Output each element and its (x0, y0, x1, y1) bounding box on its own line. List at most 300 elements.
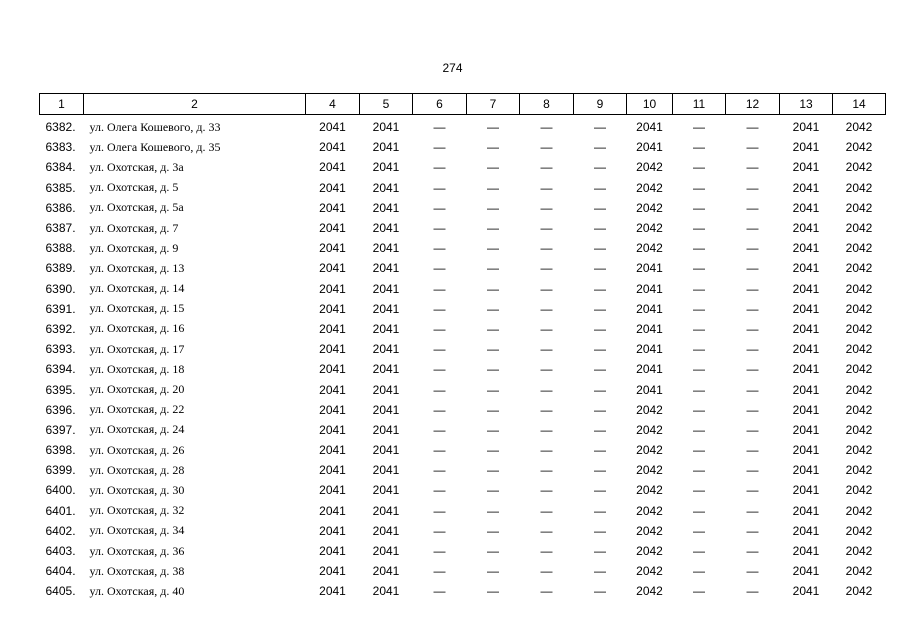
year-cell: 2041 (372, 544, 400, 559)
table-row (40, 238, 886, 258)
year-cell: — (487, 564, 499, 579)
year-cell: — (487, 523, 499, 538)
address-cell: ул. Охотская, д. 18 (89, 361, 185, 376)
year-cell: 2042 (845, 523, 873, 538)
year-cell: — (746, 503, 759, 518)
year-cell: — (433, 362, 446, 377)
year-cell: — (540, 544, 553, 559)
year-cell: 2041 (792, 362, 820, 377)
year-cell: — (540, 342, 553, 357)
column-header: 12 (726, 94, 780, 115)
address-cell: ул. Олега Кошевого, д. 35 (89, 139, 221, 154)
year-cell: — (594, 261, 606, 276)
year-cell: — (540, 564, 553, 579)
year-cell: 2041 (372, 200, 400, 215)
year-cell: — (433, 422, 446, 437)
year-cell: — (540, 200, 553, 215)
year-cell: 2042 (636, 483, 663, 498)
year-cell: 2041 (372, 120, 400, 135)
row-number: 6386. (45, 200, 76, 215)
year-cell: — (487, 422, 499, 437)
year-cell: 2041 (372, 443, 400, 458)
year-cell: — (433, 241, 446, 256)
year-cell: 2042 (845, 362, 873, 377)
year-cell: 2042 (845, 382, 873, 397)
year-cell: — (746, 523, 759, 538)
year-cell: — (540, 180, 553, 195)
year-cell: 2041 (792, 301, 820, 316)
row-number: 6387. (45, 221, 76, 236)
year-cell: — (594, 301, 606, 316)
column-header: 11 (673, 94, 726, 115)
year-cell: — (594, 321, 606, 336)
year-cell: — (693, 544, 705, 559)
address-cell: ул. Охотская, д. 7 (89, 220, 179, 235)
year-cell: — (540, 301, 553, 316)
address-cell: ул. Охотская, д. 14 (89, 281, 185, 296)
year-cell: 2041 (792, 422, 820, 437)
year-cell: 2042 (845, 544, 873, 559)
year-cell: — (540, 422, 553, 437)
year-cell: — (594, 564, 606, 579)
year-cell: 2041 (792, 463, 820, 478)
year-cell: — (594, 140, 606, 155)
year-cell: 2041 (792, 483, 820, 498)
year-cell: — (540, 382, 553, 397)
year-cell: 2041 (319, 544, 346, 559)
column-header: 10 (627, 94, 673, 115)
address-table (39, 93, 886, 602)
row-number: 6401. (45, 503, 76, 518)
year-cell: — (746, 180, 759, 195)
year-cell: — (594, 180, 606, 195)
address-cell: ул. Охотская, д. 5а (89, 200, 184, 215)
year-cell: 2041 (792, 564, 820, 579)
year-cell: — (433, 544, 446, 559)
year-cell: 2041 (792, 221, 820, 236)
year-cell: 2041 (319, 584, 346, 599)
year-cell: 2042 (845, 584, 873, 599)
column-header: 5 (360, 94, 413, 115)
year-cell: 2041 (319, 503, 346, 518)
year-cell: 2041 (792, 544, 820, 559)
table-row (40, 359, 886, 379)
year-cell: — (433, 221, 446, 236)
year-cell: 2042 (845, 422, 873, 437)
year-cell: — (540, 483, 553, 498)
address-cell: ул. Охотская, д. 30 (89, 482, 185, 497)
year-cell: 2041 (792, 321, 820, 336)
year-cell: 2041 (372, 584, 400, 599)
year-cell: 2041 (319, 180, 346, 195)
year-cell: 2041 (319, 261, 346, 276)
year-cell: — (594, 221, 606, 236)
table-body (40, 115, 886, 602)
row-number: 6382. (45, 120, 76, 135)
year-cell: 2041 (372, 564, 400, 579)
address-cell: ул. Охотская, д. 36 (89, 543, 185, 558)
year-cell: 2041 (636, 120, 663, 135)
year-cell: — (433, 120, 446, 135)
year-cell: 2042 (845, 160, 873, 175)
table-row (40, 157, 886, 177)
table-row (40, 561, 886, 581)
year-cell: — (540, 443, 553, 458)
year-cell: — (693, 140, 705, 155)
year-cell: 2041 (319, 241, 346, 256)
year-cell: 2042 (845, 342, 873, 357)
year-cell: — (433, 523, 446, 538)
table-row (40, 440, 886, 460)
year-cell: 2041 (372, 160, 400, 175)
table-row (40, 379, 886, 399)
year-cell: — (746, 382, 759, 397)
year-cell: 2041 (636, 342, 663, 357)
year-cell: — (433, 160, 446, 175)
year-cell: 2042 (845, 301, 873, 316)
year-cell: — (433, 342, 446, 357)
year-cell: — (594, 241, 606, 256)
year-cell: 2041 (792, 200, 820, 215)
address-cell: ул. Охотская, д. 5 (89, 180, 179, 195)
table-row (40, 198, 886, 218)
year-cell: 2041 (372, 301, 400, 316)
row-number: 6404. (45, 564, 76, 579)
table-row (40, 480, 886, 500)
year-cell: — (433, 140, 446, 155)
year-cell: 2042 (845, 463, 873, 478)
year-cell: 2041 (792, 160, 820, 175)
year-cell: 2041 (319, 523, 346, 538)
year-cell: 2041 (792, 342, 820, 357)
year-cell: — (487, 544, 499, 559)
year-cell: — (433, 402, 446, 417)
year-cell: — (540, 281, 553, 296)
row-number: 6397. (45, 422, 76, 437)
year-cell: 2041 (372, 503, 400, 518)
year-cell: 2042 (845, 180, 873, 195)
year-cell: 2041 (792, 382, 820, 397)
year-cell: — (693, 463, 705, 478)
year-cell: — (594, 382, 606, 397)
year-cell: — (693, 200, 705, 215)
year-cell: — (746, 321, 759, 336)
year-cell: — (746, 120, 759, 135)
year-cell: 2041 (319, 342, 346, 357)
year-cell: 2041 (792, 523, 820, 538)
year-cell: 2042 (636, 463, 663, 478)
year-cell: — (693, 221, 705, 236)
year-cell: — (693, 362, 705, 377)
address-cell: ул. Охотская, д. 38 (89, 563, 185, 578)
year-cell: 2041 (319, 140, 346, 155)
year-cell: — (433, 564, 446, 579)
year-cell: — (487, 321, 499, 336)
year-cell: 2041 (372, 180, 400, 195)
year-cell: — (746, 564, 759, 579)
table-row (40, 420, 886, 440)
year-cell: — (693, 160, 705, 175)
year-cell: — (487, 362, 499, 377)
year-cell: — (594, 160, 606, 175)
year-cell: — (594, 422, 606, 437)
year-cell: — (693, 241, 705, 256)
year-cell: 2041 (319, 200, 346, 215)
year-cell: 2041 (319, 422, 346, 437)
year-cell: — (693, 382, 705, 397)
year-cell: — (746, 443, 759, 458)
year-cell: — (540, 584, 553, 599)
year-cell: — (487, 584, 499, 599)
year-cell: — (487, 200, 499, 215)
row-number: 6396. (45, 402, 76, 417)
row-number: 6384. (45, 160, 76, 175)
year-cell: 2042 (845, 200, 873, 215)
year-cell: — (540, 241, 553, 256)
year-cell: — (594, 402, 606, 417)
year-cell: 2042 (636, 422, 663, 437)
year-cell: 2041 (636, 321, 663, 336)
year-cell: — (693, 443, 705, 458)
year-cell: — (746, 544, 759, 559)
year-cell: — (487, 463, 499, 478)
row-number: 6394. (45, 362, 76, 377)
year-cell: — (594, 503, 606, 518)
year-cell: 2041 (792, 443, 820, 458)
year-cell: — (487, 261, 499, 276)
year-cell: — (540, 221, 553, 236)
year-cell: — (594, 523, 606, 538)
year-cell: — (746, 584, 759, 599)
row-number: 6398. (45, 443, 76, 458)
year-cell: — (746, 221, 759, 236)
row-number: 6391. (45, 301, 76, 316)
year-cell: 2041 (372, 463, 400, 478)
year-cell: 2042 (636, 443, 663, 458)
address-cell: ул. Охотская, д. 20 (89, 382, 185, 397)
table-row (40, 299, 886, 319)
year-cell: — (693, 342, 705, 357)
year-cell: — (487, 180, 499, 195)
address-cell: ул. Охотская, д. 17 (89, 341, 185, 356)
year-cell: 2041 (792, 584, 820, 599)
row-number: 6383. (45, 140, 76, 155)
year-cell: — (487, 120, 499, 135)
year-cell: — (433, 443, 446, 458)
year-cell: 2041 (319, 382, 346, 397)
address-cell: ул. Охотская, д. 24 (89, 422, 185, 437)
year-cell: 2041 (372, 362, 400, 377)
year-cell: 2041 (319, 281, 346, 296)
year-cell: 2041 (319, 160, 346, 175)
year-cell: — (746, 422, 759, 437)
page-number: 274 (442, 61, 463, 75)
year-cell: 2041 (636, 362, 663, 377)
year-cell: — (433, 463, 446, 478)
address-cell: ул. Охотская, д. 28 (89, 462, 185, 477)
year-cell: — (540, 261, 553, 276)
year-cell: — (693, 523, 705, 538)
year-cell: 2041 (372, 402, 400, 417)
year-cell: 2042 (636, 160, 663, 175)
row-number: 6385. (45, 180, 76, 195)
year-cell: — (594, 200, 606, 215)
year-cell: — (433, 483, 446, 498)
year-cell: 2042 (636, 402, 663, 417)
year-cell: — (693, 301, 705, 316)
row-number: 6392. (45, 321, 76, 336)
year-cell: — (487, 221, 499, 236)
year-cell: 2041 (792, 503, 820, 518)
year-cell: 2042 (636, 564, 663, 579)
year-cell: 2042 (845, 281, 873, 296)
year-cell: 2042 (636, 180, 663, 195)
year-cell: — (693, 261, 705, 276)
year-cell: 2041 (636, 301, 663, 316)
address-cell: ул. Охотская, д. 3а (89, 159, 184, 174)
year-cell: 2041 (319, 443, 346, 458)
year-cell: — (746, 402, 759, 417)
table-row (40, 400, 886, 420)
year-cell: — (433, 261, 446, 276)
year-cell: 2041 (372, 422, 400, 437)
year-cell: — (540, 503, 553, 518)
year-cell: — (693, 402, 705, 417)
address-cell: ул. Охотская, д. 26 (89, 442, 185, 457)
year-cell: 2041 (636, 382, 663, 397)
row-number: 6402. (45, 523, 76, 538)
year-cell: 2041 (319, 120, 346, 135)
year-cell: — (594, 443, 606, 458)
year-cell: — (540, 463, 553, 478)
table-row (40, 319, 886, 339)
year-cell: — (487, 382, 499, 397)
year-cell: 2041 (372, 261, 400, 276)
year-cell: — (487, 342, 499, 357)
year-cell: — (693, 564, 705, 579)
column-header: 2 (84, 94, 306, 115)
year-cell: — (433, 321, 446, 336)
year-cell: 2041 (372, 281, 400, 296)
column-header: 4 (306, 94, 360, 115)
year-cell: — (433, 281, 446, 296)
year-cell: — (594, 544, 606, 559)
year-cell: — (746, 241, 759, 256)
address-cell: ул. Охотская, д. 32 (89, 503, 185, 518)
year-cell: 2041 (372, 483, 400, 498)
row-number: 6393. (45, 342, 76, 357)
year-cell: — (594, 362, 606, 377)
table-row (40, 541, 886, 561)
row-number: 6399. (45, 463, 76, 478)
year-cell: 2041 (792, 241, 820, 256)
year-cell: — (433, 200, 446, 215)
address-cell: ул. Охотская, д. 22 (89, 402, 185, 417)
table-row (40, 258, 886, 278)
year-cell: 2042 (636, 523, 663, 538)
year-cell: — (433, 301, 446, 316)
year-cell: — (693, 120, 705, 135)
table-row (40, 581, 886, 601)
year-cell: — (433, 180, 446, 195)
table-row (40, 178, 886, 198)
year-cell: 2042 (845, 261, 873, 276)
year-cell: 2041 (372, 140, 400, 155)
table-row (40, 115, 886, 138)
year-cell: — (746, 160, 759, 175)
year-cell: 2041 (372, 382, 400, 397)
year-cell: — (487, 160, 499, 175)
year-cell: 2041 (792, 261, 820, 276)
row-number: 6389. (45, 261, 76, 276)
column-header: 13 (780, 94, 833, 115)
address-cell: ул. Охотская, д. 16 (89, 321, 185, 336)
year-cell: 2041 (319, 463, 346, 478)
year-cell: 2041 (372, 221, 400, 236)
year-cell: 2041 (319, 321, 346, 336)
row-number: 6390. (45, 281, 76, 296)
year-cell: 2041 (372, 321, 400, 336)
year-cell: — (594, 120, 606, 135)
row-number: 6395. (45, 382, 76, 397)
year-cell: 2042 (845, 241, 873, 256)
year-cell: 2042 (845, 483, 873, 498)
year-cell: — (693, 180, 705, 195)
year-cell: — (487, 503, 499, 518)
year-cell: — (487, 443, 499, 458)
year-cell: 2042 (845, 443, 873, 458)
year-cell: — (487, 140, 499, 155)
address-cell: ул. Охотская, д. 34 (89, 523, 185, 538)
column-header: 9 (574, 94, 627, 115)
year-cell: 2041 (792, 120, 820, 135)
year-cell: 2041 (319, 362, 346, 377)
year-cell: 2042 (636, 503, 663, 518)
year-cell: — (540, 362, 553, 377)
year-cell: — (433, 503, 446, 518)
address-cell: ул. Охотская, д. 13 (89, 260, 185, 275)
year-cell: — (746, 261, 759, 276)
year-cell: — (540, 523, 553, 538)
year-cell: — (540, 160, 553, 175)
year-cell: — (594, 463, 606, 478)
year-cell: — (693, 483, 705, 498)
year-cell: — (746, 140, 759, 155)
year-cell: 2041 (319, 301, 346, 316)
year-cell: — (594, 281, 606, 296)
address-cell: ул. Охотская, д. 15 (89, 301, 185, 316)
year-cell: — (746, 301, 759, 316)
year-cell: — (487, 301, 499, 316)
year-cell: — (540, 321, 553, 336)
table-row (40, 501, 886, 521)
year-cell: — (746, 362, 759, 377)
year-cell: 2042 (636, 221, 663, 236)
year-cell: 2041 (636, 140, 663, 155)
column-header: 14 (833, 94, 886, 115)
table-row (40, 218, 886, 238)
address-cell: ул. Олега Кошевого, д. 33 (89, 119, 221, 134)
year-cell: — (693, 281, 705, 296)
year-cell: — (433, 584, 446, 599)
year-cell: — (693, 584, 705, 599)
column-header: 8 (520, 94, 574, 115)
year-cell: — (746, 463, 759, 478)
year-cell: — (693, 503, 705, 518)
year-cell: 2042 (845, 564, 873, 579)
year-cell: — (693, 321, 705, 336)
year-cell: 2041 (372, 523, 400, 538)
